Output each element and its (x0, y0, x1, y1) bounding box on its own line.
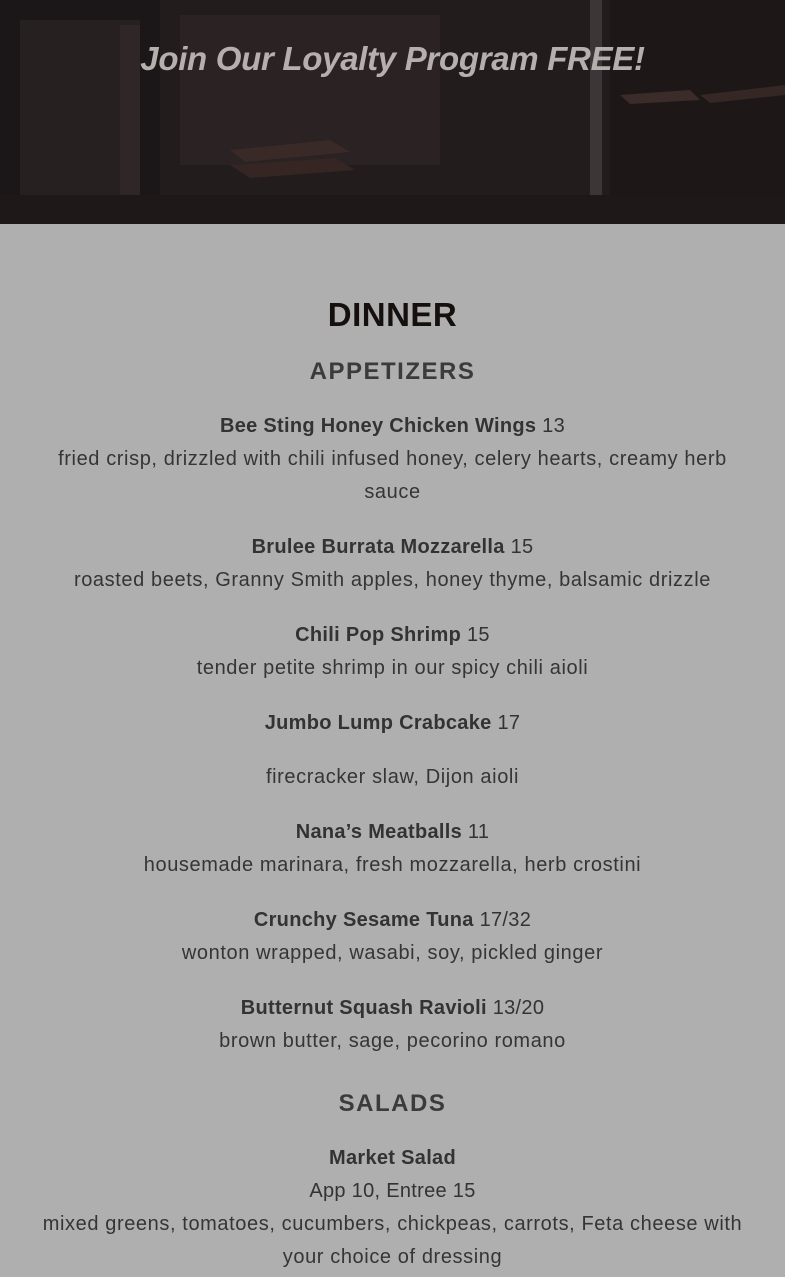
menu-item (0, 1142, 785, 1274)
menu-title: DINNER (327, 296, 458, 333)
item-name: Jumbo Lump Crabcake (264, 712, 492, 734)
menu-item (0, 619, 785, 685)
item-price: 15 (466, 624, 490, 646)
menu-item (0, 410, 785, 509)
menu-item (0, 531, 785, 597)
item-name: Nana’s Meatballs (295, 821, 463, 843)
hero-banner (0, 0, 785, 224)
item-description: fried crisp, drizzled with chili infused honey, celery hearts, creamy herb sauce (58, 448, 727, 503)
item-name: Butternut Squash Ravioli (240, 997, 487, 1019)
item-price: 15 (510, 536, 534, 558)
item-name: Bee Sting Honey Chicken Wings (219, 415, 537, 437)
item-description: housemade marinara, fresh mozzarella, herb crostini (143, 854, 642, 876)
restaurant-background-image (0, 0, 785, 224)
menu-item (0, 992, 785, 1058)
dinner-menu (0, 224, 785, 1274)
item-price: 11 (467, 821, 490, 843)
menu-item (0, 904, 785, 970)
item-description: wonton wrapped, wasabi, soy, pickled ginger (181, 942, 604, 964)
item-name: Crunchy Sesame Tuna (253, 909, 474, 931)
item-description: mixed greens, tomatoes, cucumbers, chickpeas, carrots, Feta cheese with your choice of dressing (42, 1213, 743, 1268)
item-price: App 10, Entree 15 (309, 1180, 476, 1202)
item-name: Brulee Burrata Mozzarella (251, 536, 505, 558)
item-description: tender petite shrimp in our spicy chili aioli (196, 657, 589, 679)
loyalty-program-heading: Join Our Loyalty Program FREE! (140, 40, 645, 77)
menu-item (0, 707, 785, 794)
item-price: 13/20 (492, 997, 545, 1019)
section-title-appetizers: APPETIZERS (309, 358, 476, 385)
item-description: roasted beets, Granny Smith apples, honey thyme, balsamic drizzle (73, 569, 712, 591)
menu-item (0, 816, 785, 882)
spacer (0, 740, 785, 761)
item-name: Chili Pop Shrimp (295, 624, 462, 646)
item-name: Market Salad (329, 1147, 456, 1169)
item-price: 17 (497, 712, 521, 734)
section-title-salads: SALADS (338, 1090, 447, 1117)
item-description: brown butter, sage, pecorino romano (219, 1030, 566, 1052)
item-price: 17/32 (479, 909, 532, 931)
item-description: firecracker slaw, Dijon aioli (265, 766, 520, 788)
item-price: 13 (542, 415, 566, 437)
